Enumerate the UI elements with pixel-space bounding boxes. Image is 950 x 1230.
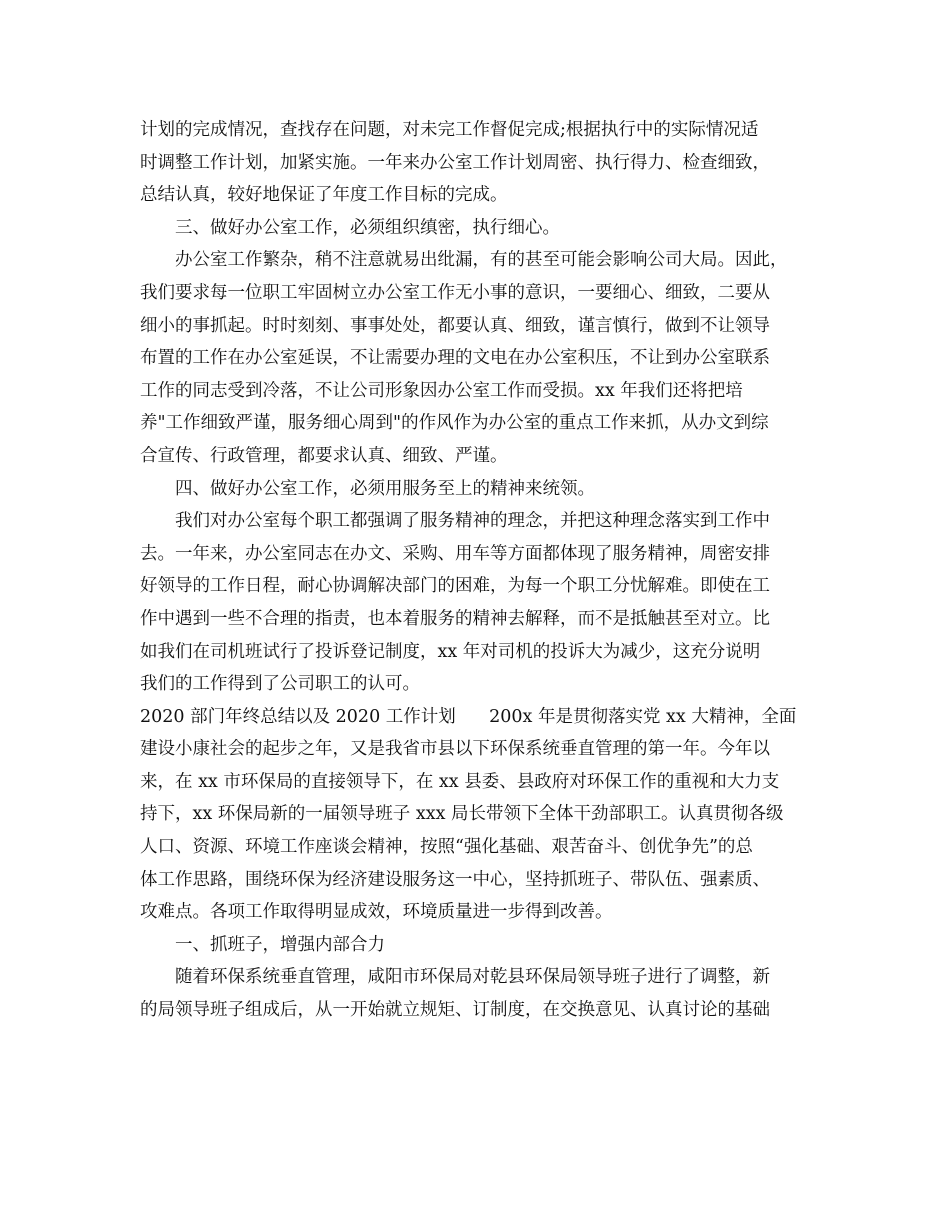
document-body bbox=[140, 114, 830, 1027]
text-line: 我们对办公室每个职工都强调了服务精神的理念，并把这种理念落实到工作中 bbox=[175, 511, 770, 532]
text-line: 攻难点。各项工作取得明显成效，环境质量进一步得到改善。 bbox=[140, 902, 613, 923]
text-line: 去。一年来，办公室同志在办文、采购、用车等方面都体现了服务精神，周密安排 bbox=[140, 543, 770, 564]
text-line: 合宣传、行政管理，都要求认真、细致、严谨。 bbox=[140, 445, 508, 466]
text-line: 我们要求每一位职工牢固树立办公室工作无小事的意识，一要细心、细致，二要从 bbox=[140, 282, 770, 303]
text-line: 2020 部门年终总结以及 2020 工作计划 200x 年是贯彻落实党 xx 大精神，全面 bbox=[140, 706, 797, 727]
text-line: 持下，xx 环保局新的一届领导班子 xxx 局长带领下全体干劲部职工。认真贯彻各级 bbox=[140, 804, 784, 825]
text-line: 细小的事抓起。时时刻刻、事事处处，都要认真、细致，谨言慎行，做到不让领导 bbox=[140, 315, 770, 336]
text-line: 一、抓班子，增强内部合力 bbox=[175, 934, 385, 955]
text-line: 计划的完成情况，查找存在问题，对未完工作督促完成;根据执行中的实际情况适 bbox=[140, 120, 759, 140]
text-line: 三、做好办公室工作，必须组织缜密，执行细心。 bbox=[175, 217, 560, 238]
text-line: 作中遇到一些不合理的指责，也本着服务的精神去解释，而不是抵触甚至对立。比 bbox=[140, 608, 770, 629]
text-line: 好领导的工作日程，耐心协调解决部门的困难，为每一个职工分忧解难。即使在工 bbox=[140, 576, 770, 597]
text-line: 四、做好办公室工作，必须用服务至上的精神来统领。 bbox=[175, 478, 595, 499]
text-line: 人口、资源、环境工作座谈会精神，按照“强化基础、艰苦奋斗、创优争先”的总 bbox=[140, 837, 753, 858]
text-line: 工作的同志受到冷落，不让公司形象因办公室工作而受损。xx 年我们还将把培 bbox=[140, 380, 743, 401]
text-line: 养"工作细致严谨，服务细心周到"的作风作为办公室的重点工作来抓，从办文到综 bbox=[140, 413, 769, 434]
text-line: 的局领导班子组成后，从一开始就立规矩、订制度，在交换意见、认真讨论的基础 bbox=[140, 1000, 770, 1021]
text-line: 随着环保系统垂直管理，咸阳市环保局对乾县环保局领导班子进行了调整，新 bbox=[175, 967, 770, 988]
text-line: 办公室工作繁杂，稍不注意就易出纰漏，有的甚至可能会影响公司大局。因此， bbox=[175, 250, 788, 271]
text-line: 体工作思路，围绕环保为经济建设服务这一中心，坚持抓班子、带队伍、强素质、 bbox=[140, 869, 770, 890]
text-line: 时调整工作计划，加紧实施。一年来办公室工作计划周密、执行得力、检查细致， bbox=[140, 152, 770, 173]
text-line: 我们的工作得到了公司职工的认可。 bbox=[140, 674, 420, 695]
text-line: 布置的工作在办公室延误，不让需要办理的文电在办公室积压，不让到办公室联系 bbox=[140, 348, 770, 369]
text-line: 总结认真，较好地保证了年度工作目标的完成。 bbox=[140, 185, 508, 206]
text-line: 来，在 xx 市环保局的直接领导下，在 xx 县委、县政府对环保工作的重视和大力支 bbox=[140, 771, 780, 792]
text-line: 如我们在司机班试行了投诉登记制度，xx 年对司机的投诉大为减少，这充分说明 bbox=[140, 641, 761, 662]
text-line: 建设小康社会的起步之年，又是我省市县以下环保系统垂直管理的第一年。今年以 bbox=[140, 739, 770, 760]
